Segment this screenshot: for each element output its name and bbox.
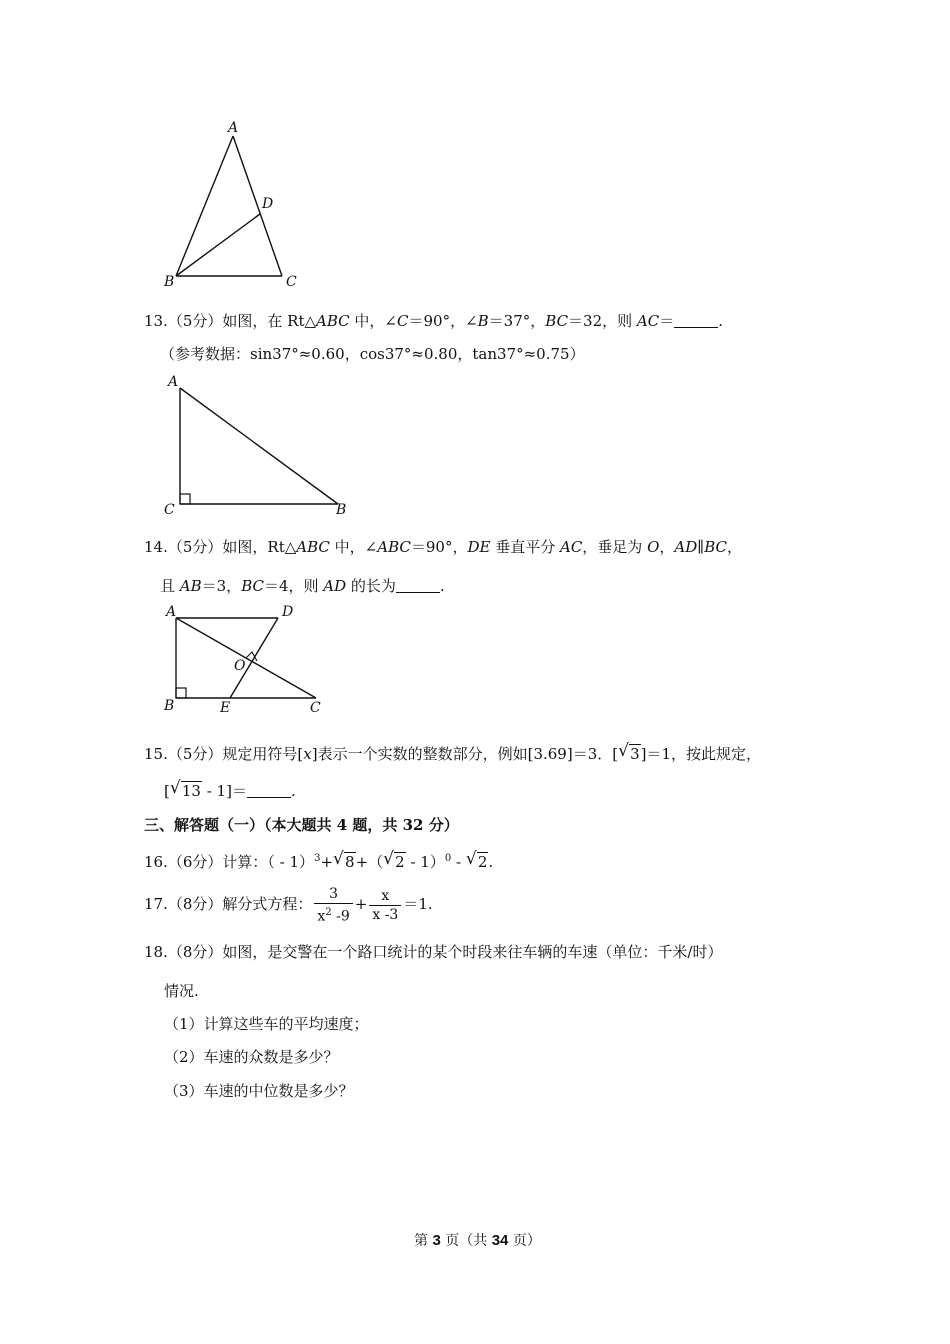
q14-text-11: 的长为 bbox=[346, 577, 396, 595]
fraction-2 bbox=[369, 887, 401, 924]
fraction-1 bbox=[314, 885, 352, 926]
sqrt-13 bbox=[169, 778, 202, 801]
question-16 bbox=[144, 849, 493, 872]
den-rest: -9 bbox=[331, 908, 350, 925]
footer-text-2: 页（共 bbox=[440, 1233, 492, 1249]
q14-abc: ABC bbox=[296, 538, 330, 556]
sqrt-2 bbox=[383, 849, 406, 872]
total-pages: 34 bbox=[491, 1232, 509, 1249]
q14-text-1: （5分）如图，Rt△ bbox=[167, 538, 297, 556]
label-e: E bbox=[220, 700, 231, 716]
q16-text-3: - 1） bbox=[405, 853, 445, 871]
footer-text-3: 页） bbox=[508, 1233, 541, 1249]
q14-abc-angle: ABC bbox=[377, 538, 411, 556]
radicand: 2 bbox=[477, 853, 488, 871]
q16-minus: - bbox=[451, 853, 466, 871]
exponent: 0 bbox=[444, 853, 452, 864]
q17-text-1: （8分）解分式方程： bbox=[167, 895, 313, 913]
q14-text-8: 且 bbox=[160, 577, 180, 595]
q14-end: . bbox=[439, 577, 445, 595]
radicand: 3 bbox=[630, 745, 640, 763]
exponent: 3 bbox=[314, 853, 321, 864]
q14-text-9: ＝3， bbox=[201, 577, 242, 595]
q15-x: x bbox=[303, 745, 312, 763]
label-b: B bbox=[164, 274, 175, 290]
numerator: 3 bbox=[314, 885, 352, 904]
answer-blank[interactable] bbox=[674, 313, 718, 328]
label-d: D bbox=[262, 196, 274, 212]
radical-sign: √ bbox=[618, 741, 629, 761]
q14-ab: AB bbox=[179, 577, 202, 595]
q16-plus: + bbox=[320, 853, 334, 871]
q16-text-2: +（ bbox=[355, 853, 384, 871]
question-number: 18. bbox=[144, 943, 168, 961]
denominator bbox=[314, 904, 352, 926]
numerator: x bbox=[369, 887, 401, 906]
q15-end: . bbox=[290, 782, 296, 800]
q17-end: ＝1. bbox=[403, 895, 433, 913]
radical-sign: √ bbox=[333, 849, 344, 869]
sqrt-2-b bbox=[465, 849, 489, 872]
q14-ad: AD bbox=[674, 538, 698, 556]
q17-plus: + bbox=[354, 895, 368, 913]
q18-sub-3: （3）车速的中位数是多少？ bbox=[164, 1082, 354, 1100]
q13-ac: AC bbox=[636, 312, 660, 330]
label-b: B bbox=[164, 698, 175, 714]
q18-sub-1: （1）计算这些车的平均速度； bbox=[164, 1015, 369, 1033]
right-triangle-diagram bbox=[160, 372, 360, 520]
exponent: 2 bbox=[325, 906, 332, 918]
q13-end: . bbox=[718, 312, 724, 330]
question-18 bbox=[144, 942, 722, 962]
q14-text-6: ， bbox=[659, 538, 675, 556]
radicand: 13 bbox=[181, 782, 201, 800]
label-c: C bbox=[286, 274, 297, 290]
q14-text-5: ，垂足为 bbox=[582, 538, 648, 556]
question-14-line-2 bbox=[160, 576, 445, 596]
q13-text-2: 中，∠ bbox=[349, 312, 397, 330]
bisector-diagram bbox=[160, 600, 340, 722]
q14-ad-2: AD bbox=[323, 577, 347, 595]
label-a: A bbox=[168, 374, 179, 390]
label-c: C bbox=[310, 700, 321, 716]
den-x: x bbox=[317, 908, 326, 925]
label-a: A bbox=[166, 604, 177, 620]
q14-text-7: ， bbox=[726, 538, 742, 556]
label-a: A bbox=[228, 120, 239, 136]
q14-text-2: 中，∠ bbox=[329, 538, 378, 556]
q15-text-1: （5分）规定用符号[ bbox=[167, 745, 304, 763]
q13-text-6: ＝ bbox=[659, 312, 675, 330]
q14-text-10: ＝4，则 bbox=[263, 577, 324, 595]
question-17 bbox=[144, 884, 433, 925]
q14-de: DE bbox=[467, 538, 491, 556]
section-heading: 三、解答题（一）（本大题共 4 题，共 32 分） bbox=[144, 816, 459, 834]
q15-text-4: - 1]＝ bbox=[201, 782, 247, 800]
q14-ac: AC bbox=[559, 538, 583, 556]
answer-blank[interactable] bbox=[396, 578, 440, 593]
question-13 bbox=[144, 311, 723, 331]
q13-text-1: （5分）如图，在 Rt△ bbox=[167, 312, 317, 330]
answer-blank[interactable] bbox=[247, 783, 291, 798]
q14-text-4: 垂直平分 bbox=[490, 538, 560, 556]
figure-perpendicular-bisector bbox=[160, 600, 340, 722]
sqrt-3 bbox=[618, 741, 641, 764]
label-b: B bbox=[336, 502, 347, 518]
question-15-line-2 bbox=[164, 778, 296, 801]
question-number: 14. bbox=[144, 538, 168, 556]
page-footer bbox=[414, 1230, 541, 1250]
q13-text-5: ＝32，则 bbox=[568, 312, 637, 330]
q18-line-2: 情况. bbox=[164, 982, 199, 1000]
label-d: D bbox=[282, 604, 294, 620]
question-number: 13. bbox=[144, 312, 168, 330]
q14-parallel: ∥ bbox=[697, 538, 705, 556]
radical-sign: √ bbox=[465, 849, 477, 869]
label-o: O bbox=[234, 658, 246, 674]
radicand: 2 bbox=[395, 853, 405, 871]
q14-o: O bbox=[647, 538, 660, 556]
q18-text-1: （8分）如图，是交警在一个路口统计的某个时段来往车辆的车速（单位：千米/时） bbox=[167, 943, 723, 961]
question-number: 15. bbox=[144, 745, 168, 763]
q13-reference-data: （参考数据：sin37°≈0.60，cos37°≈0.80，tan37°≈0.75） bbox=[160, 345, 585, 363]
q13-abc: ABC bbox=[316, 312, 350, 330]
q13-bc: BC bbox=[545, 312, 569, 330]
denominator: x -3 bbox=[372, 906, 399, 923]
q14-text-3: ＝90°， bbox=[410, 538, 468, 556]
question-14 bbox=[144, 537, 742, 557]
label-c: C bbox=[164, 502, 175, 518]
q15-bracket: [ bbox=[164, 782, 170, 800]
question-number: 16. bbox=[144, 853, 168, 871]
triangle-diagram bbox=[160, 118, 310, 293]
q18-sub-2: （2）车速的众数是多少？ bbox=[164, 1048, 339, 1066]
q15-text-3: ]＝1，按此规定， bbox=[640, 745, 762, 763]
q16-end: . bbox=[488, 853, 494, 871]
q13-text-3: ＝90°，∠ bbox=[408, 312, 478, 330]
radicand: 8 bbox=[345, 853, 355, 871]
figure-triangle-abd bbox=[160, 118, 310, 293]
sqrt-8 bbox=[333, 849, 356, 872]
figure-right-triangle-abc bbox=[160, 372, 360, 520]
question-15 bbox=[144, 741, 762, 764]
q14-bc: BC bbox=[704, 538, 727, 556]
q15-text-2: ]表示一个实数的整数部分，例如[3.69]＝3．[ bbox=[311, 745, 619, 763]
q16-text-1: （6分）计算：（ - 1） bbox=[167, 853, 315, 871]
q13-b: B bbox=[477, 312, 489, 330]
page-number: 3 bbox=[432, 1232, 441, 1249]
q14-bc-2: BC bbox=[241, 577, 264, 595]
footer-text-1: 第 bbox=[414, 1233, 433, 1249]
q13-text-4: ＝37°， bbox=[488, 312, 546, 330]
q13-c: C bbox=[397, 312, 409, 330]
radical-sign: √ bbox=[169, 778, 181, 798]
question-number: 17. bbox=[144, 895, 168, 913]
radical-sign: √ bbox=[383, 849, 394, 869]
